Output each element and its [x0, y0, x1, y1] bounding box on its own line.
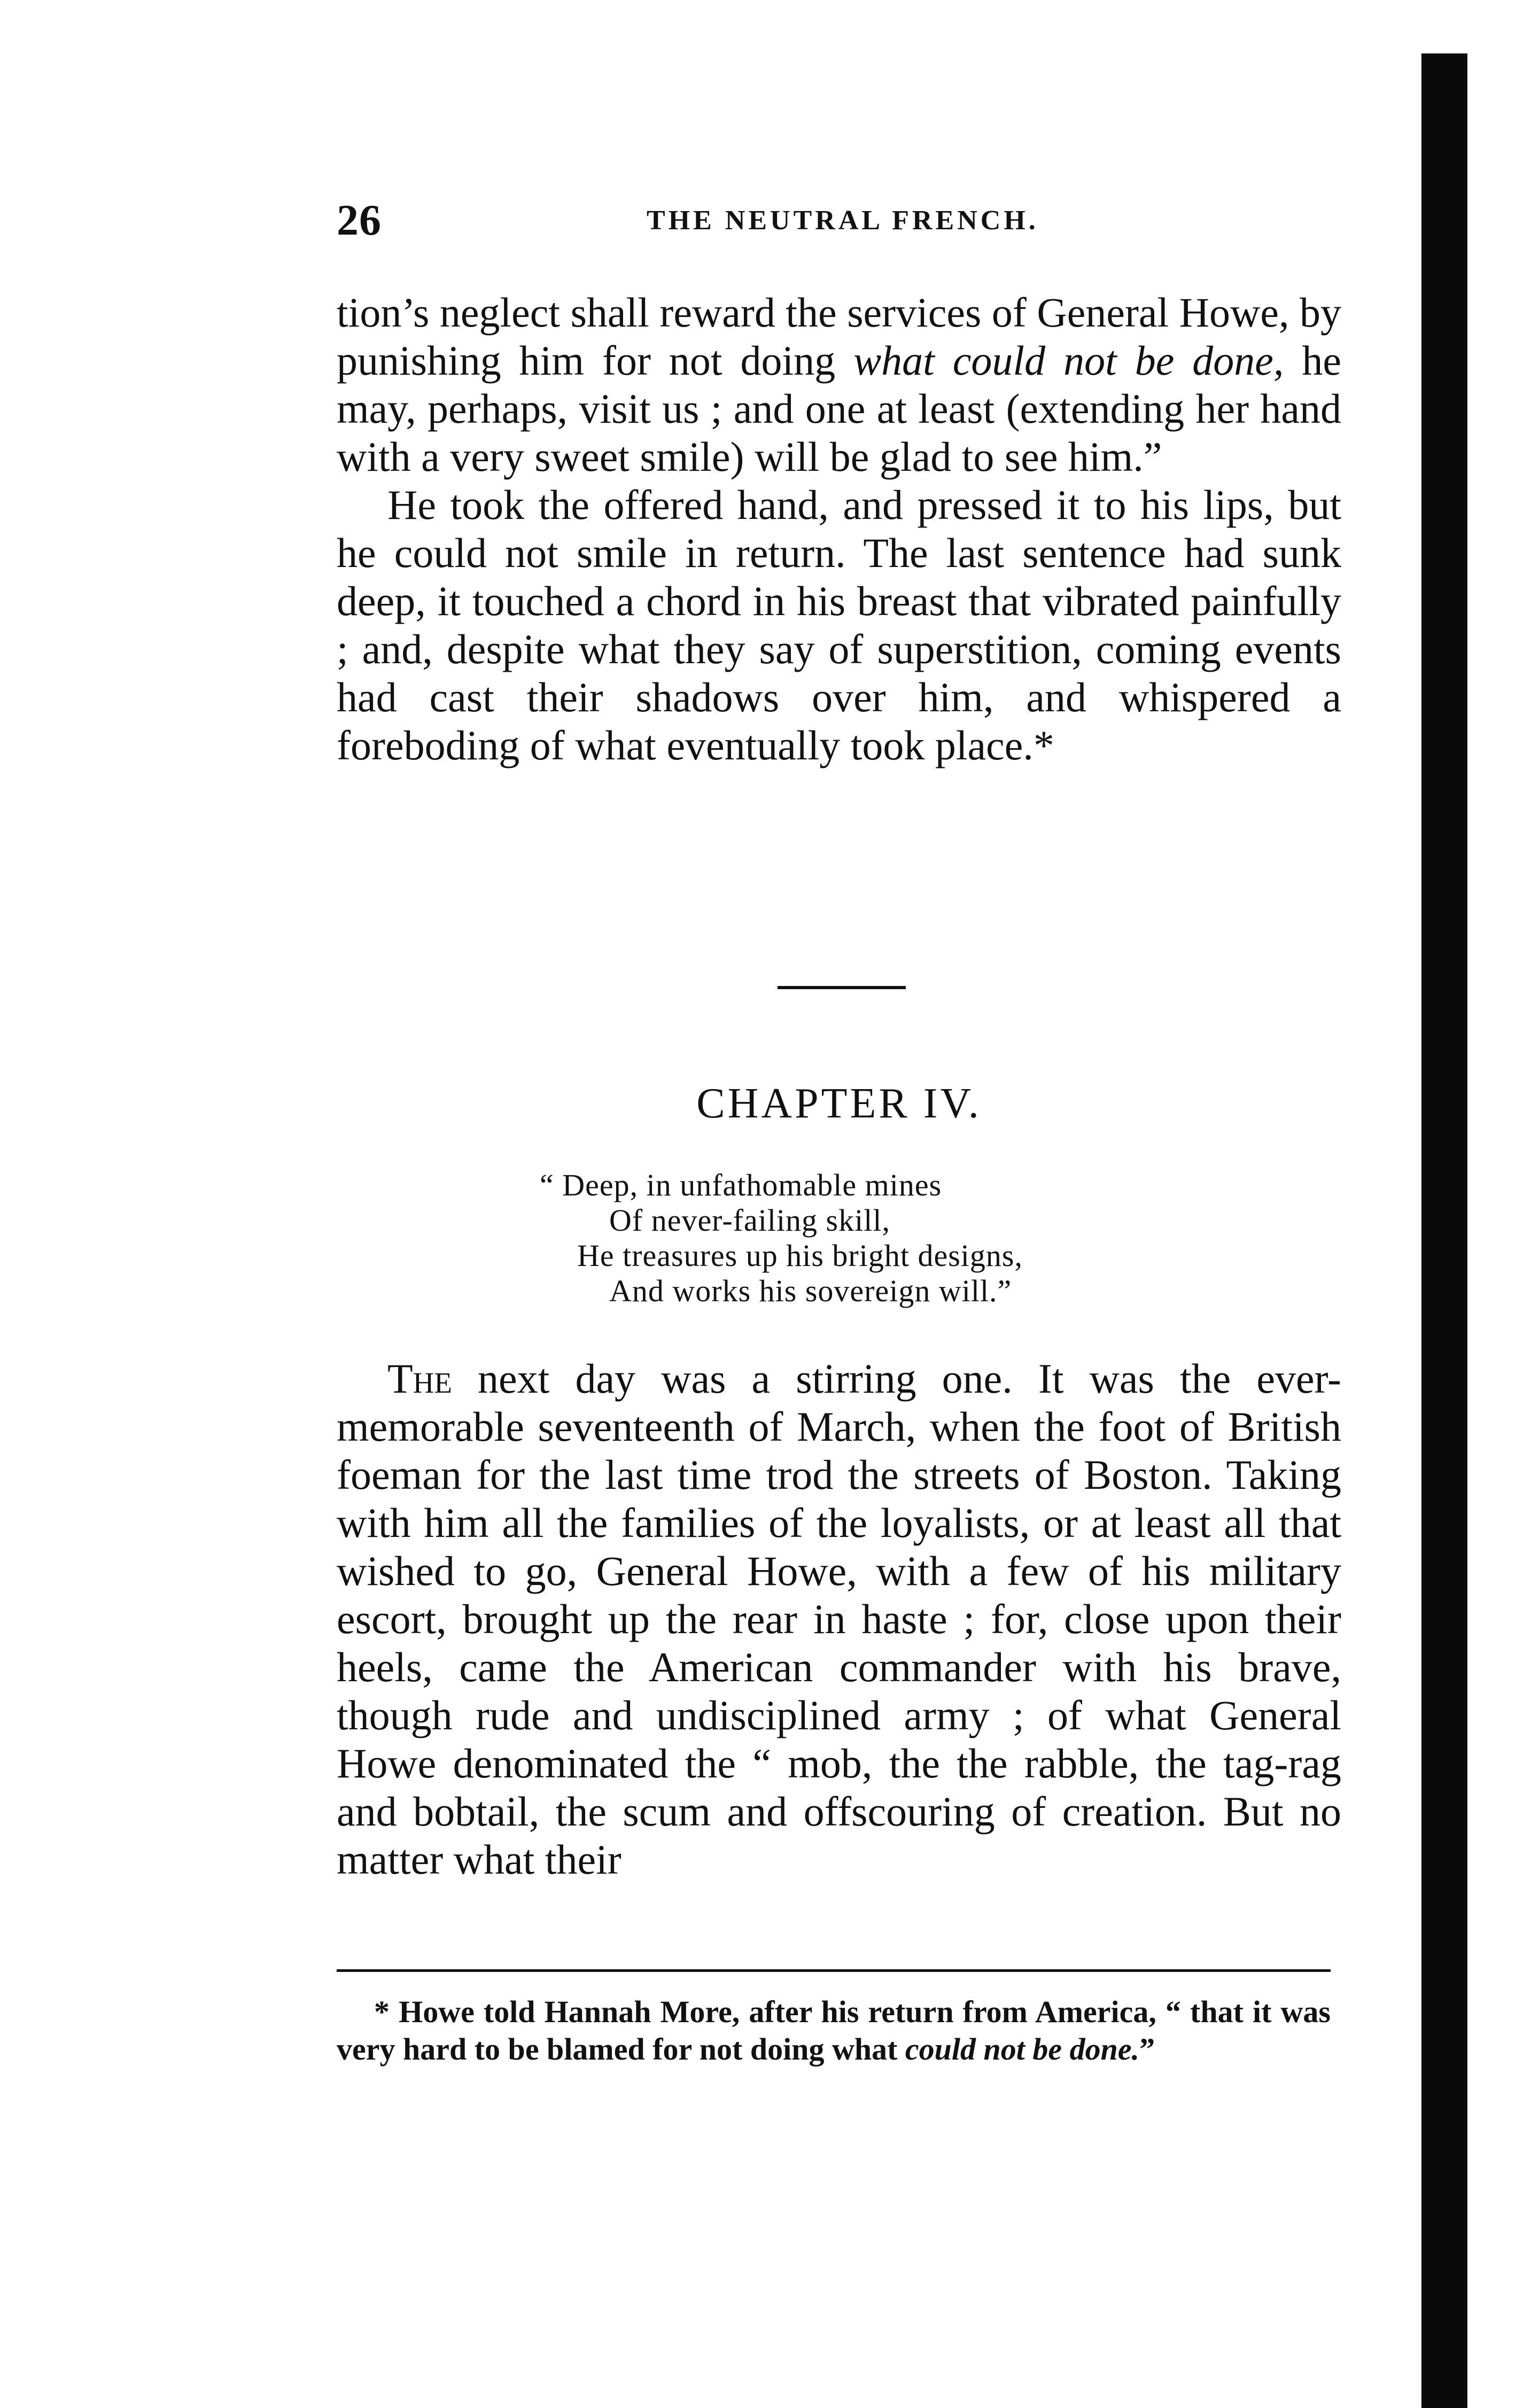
paragraph	[337, 481, 1341, 770]
section-divider	[778, 986, 906, 989]
chapter-heading: CHAPTER IV.	[696, 1080, 982, 1127]
text-segment-italic: what could not be done,	[853, 337, 1284, 384]
footnote	[337, 1993, 1331, 2068]
epigraph-line: “ Deep, in unfathomable mines	[540, 1168, 942, 1202]
top-text-block	[337, 289, 1341, 770]
page-number: 26	[337, 196, 382, 244]
text-segment: he may, perhaps, visit us ; and one at least (extending her hand with a very sweet smile) will be glad to see him.”	[337, 337, 1341, 480]
binding-shadow	[1421, 53, 1467, 2408]
text-segment: He took the offered hand, and pressed it to his lips, but he could not smile in return. The last sentence had sunk deep, it touched a chord in his breast that vibrated painfully ; and, despite what they say of superstition, coming events had cast their shadows over him, and whispered a foreboding of what eventually took place.*	[337, 481, 1341, 768]
chapter-text-block	[337, 1355, 1341, 1884]
chapter-opening-paragraph	[337, 1355, 1341, 1884]
footnote-segment-italic: could not be done.	[905, 2032, 1140, 2067]
text-segment: tion’s neglect shall reward the services of General Howe, by punishing him for not doing	[337, 289, 1341, 384]
paragraph-continuation	[337, 289, 1341, 481]
running-title: THE NEUTRAL FRENCH.	[647, 205, 1039, 236]
epigraph	[540, 1168, 1181, 1309]
footnote-segment: ”	[1139, 2032, 1155, 2067]
text-segment: next day was a stirring one. It was the ever-memorable seventeenth of March, when the foot of British foeman for the last time trod the streets of Boston. Taking with him all the families of the loyalists, or at least all that wished to go, General Howe, with a few of his military escort, brought up the rear in haste ; for, close upon their heels, came the American commander with his brave, though rude and undisciplined army ; of what General Howe denominated the “ mob, the the rabble, the tag-rag and bobtail, the scum and offscouring of creation. But no matter what their	[337, 1355, 1341, 1883]
running-head	[337, 195, 1085, 254]
opening-word: The	[387, 1355, 452, 1402]
epigraph-line: Of never-failing skill,	[609, 1203, 890, 1238]
epigraph-line: And works his sovereign will.”	[609, 1273, 1012, 1308]
footnote-rule	[337, 1969, 1331, 1972]
epigraph-line: He treasures up his bright designs,	[577, 1238, 1023, 1273]
footnote-segment: * Howe told Hannah More, after his return from America, “ that it was very hard to be blamed for not doing what	[337, 1994, 1331, 2067]
